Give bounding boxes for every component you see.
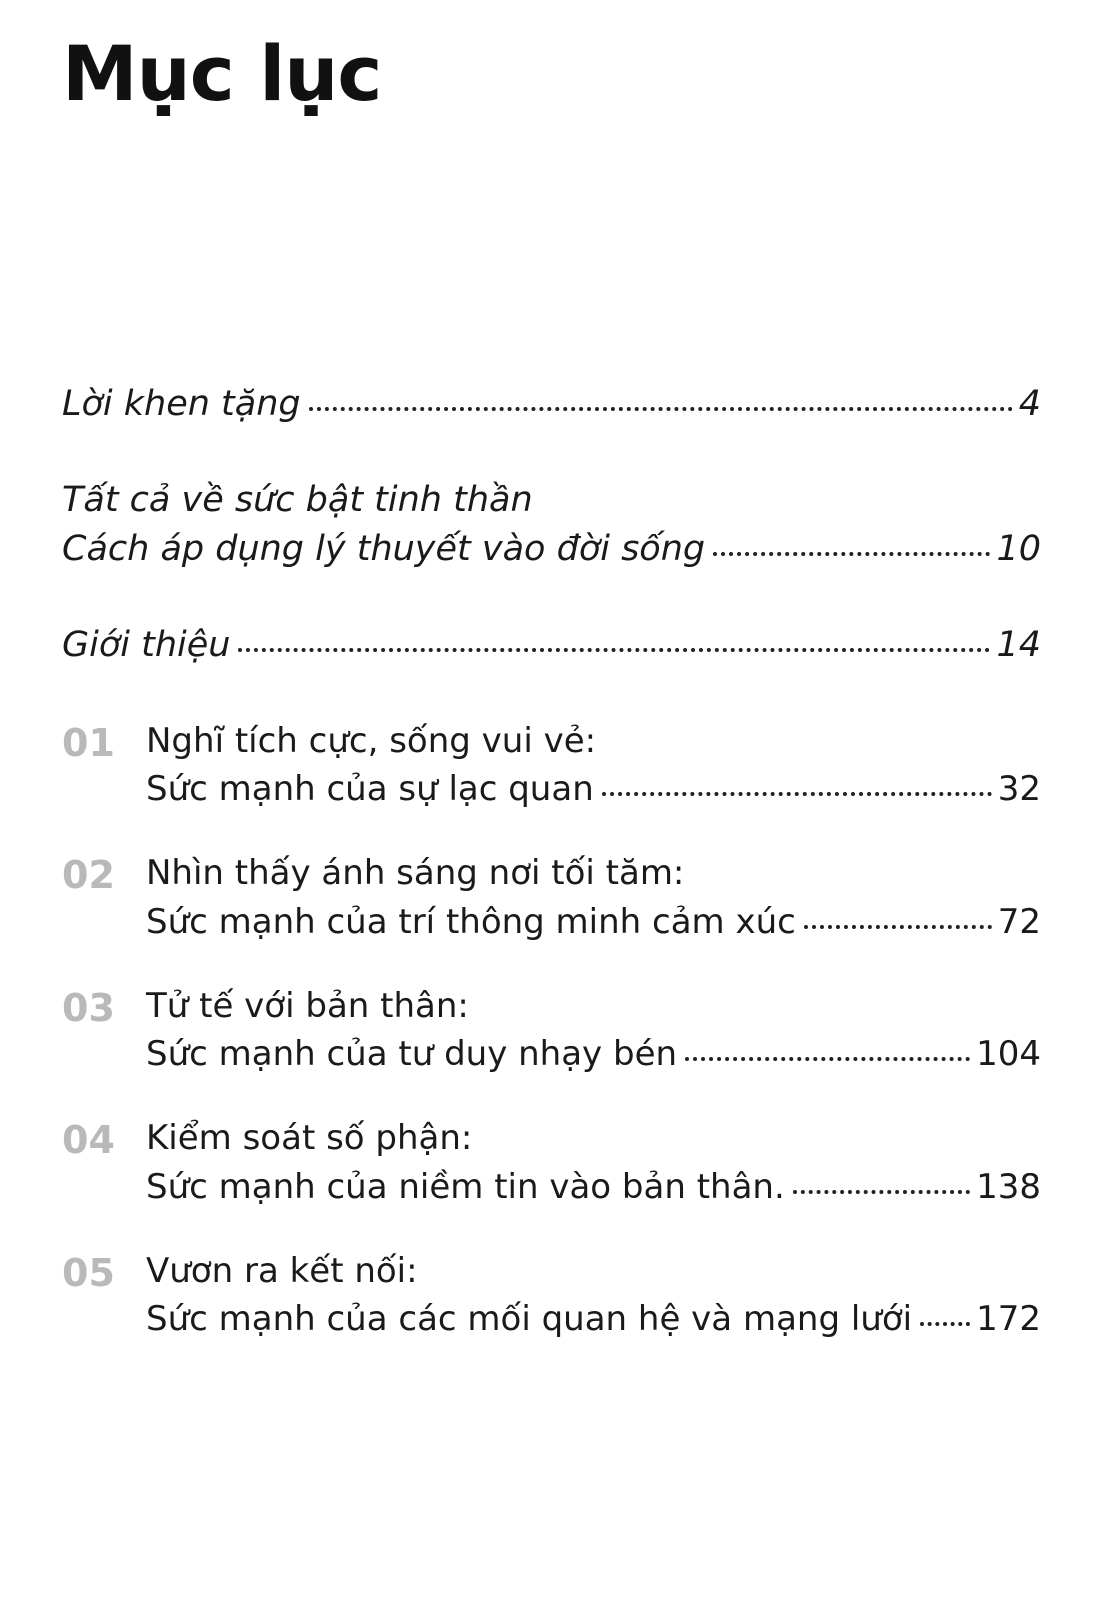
page-title: Mục lục [62, 29, 382, 118]
toc-entry-label: Giới thiệu [62, 625, 231, 666]
chapter-page: 172 [976, 1299, 1041, 1340]
toc-entry-line [62, 621, 1041, 671]
chapter-page: 72 [997, 901, 1041, 942]
chapter-body [146, 717, 1041, 814]
chapter-title: Nghĩ tích cực, sống vui vẻ: [146, 720, 597, 761]
dot-leader [238, 648, 990, 652]
toc-chapter-05[interactable] [62, 1247, 1041, 1344]
toc-entry-line [62, 525, 1041, 575]
dot-leader [804, 925, 992, 929]
chapter-subtitle-line [146, 898, 1041, 946]
dot-leader [920, 1322, 970, 1326]
chapter-subtitle-line [146, 1295, 1041, 1343]
toc-entry-page: 4 [1018, 384, 1041, 424]
chapter-body [146, 849, 1041, 946]
dot-leader [602, 792, 992, 796]
toc-entry-label: Lời khen tặng [62, 384, 301, 424]
chapter-number: 04 [62, 1118, 115, 1163]
toc-chapter-04[interactable] [62, 1114, 1041, 1211]
chapter-title-line [146, 849, 1041, 897]
chapter-title-line [146, 717, 1041, 765]
toc-entry-loi-khen-tang[interactable] [62, 380, 1041, 430]
chapter-subtitle: Sức mạnh của niềm tin vào bản thân. [146, 1166, 785, 1207]
chapter-title-line [146, 1247, 1041, 1295]
chapter-number: 01 [62, 720, 115, 765]
toc-chapter-03[interactable] [62, 982, 1041, 1079]
chapter-list [62, 717, 1041, 1344]
chapter-subtitle-line [146, 1030, 1041, 1078]
chapter-subtitle: Sức mạnh của trí thông minh cảm xúc [146, 901, 796, 942]
chapter-title: Tử tế với bản thân: [146, 985, 469, 1026]
toc-entry-page: 10 [996, 529, 1041, 570]
toc-entry-line [62, 380, 1041, 430]
chapter-page: 138 [976, 1166, 1041, 1207]
toc-entry-label: Tất cả về sức bật tinh thần [62, 479, 533, 520]
chapter-title: Kiểm soát số phận: [146, 1118, 473, 1159]
dot-leader [713, 552, 990, 556]
chapter-title-line [146, 982, 1041, 1030]
toc-entry-line [62, 476, 1041, 526]
chapter-number: 02 [62, 853, 115, 898]
dot-leader [685, 1057, 970, 1061]
toc-entry-label: Cách áp dụng lý thuyết vào đời sống [62, 529, 706, 570]
chapter-title: Vươn ra kết nối: [146, 1250, 418, 1291]
toc-entry-suc-bat-tinh-than[interactable] [62, 476, 1041, 575]
chapter-subtitle: Sức mạnh của tư duy nhạy bén [146, 1034, 678, 1075]
toc-list [62, 380, 1041, 1343]
chapter-number: 03 [62, 985, 115, 1030]
dot-leader [309, 407, 1013, 411]
chapter-body [146, 982, 1041, 1079]
toc-chapter-02[interactable] [62, 849, 1041, 946]
chapter-page: 104 [976, 1034, 1041, 1075]
chapter-title: Nhìn thấy ánh sáng nơi tối tăm: [146, 853, 685, 894]
toc-entry-page: 14 [996, 625, 1041, 666]
dot-leader [793, 1190, 970, 1194]
chapter-title-line [146, 1114, 1041, 1162]
chapter-subtitle-line [146, 765, 1041, 813]
chapter-subtitle-line [146, 1163, 1041, 1211]
toc-entry-gioi-thieu[interactable] [62, 621, 1041, 671]
chapter-subtitle: Sức mạnh của các mối quan hệ và mạng lưới [146, 1299, 913, 1340]
chapter-subtitle: Sức mạnh của sự lạc quan [146, 769, 594, 810]
chapter-body [146, 1114, 1041, 1211]
chapter-body [146, 1247, 1041, 1344]
chapter-page: 32 [997, 769, 1041, 810]
toc-chapter-01[interactable] [62, 717, 1041, 814]
chapter-number: 05 [62, 1250, 115, 1295]
